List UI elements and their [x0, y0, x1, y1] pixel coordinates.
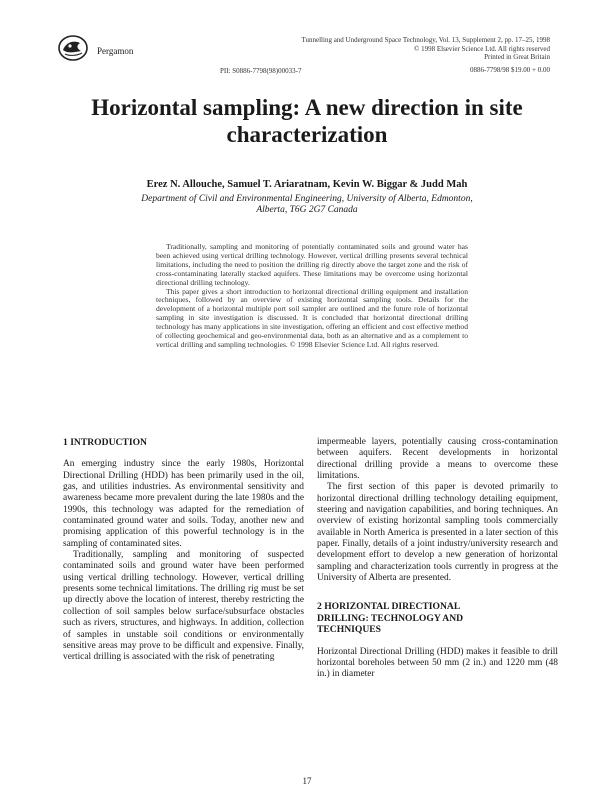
- heading-line: DRILLING: TECHNOLOGY AND: [317, 612, 464, 624]
- heading-line: TECHNIQUES: [317, 624, 381, 636]
- body-paragraph: impermeable layers, potentially causing cross-contamination between aquifers. Recent developments in horizontal directional drilling provide a means to overcome these limitations.: [317, 437, 558, 482]
- pii-code: PII: S0886-7798(98)00033-7: [220, 67, 302, 75]
- author-list: Erez N. Allouche, Samuel T. Ariaratnam, Kevin W. Biggar & Judd Mah: [146, 179, 468, 190]
- heading-line: 2 HORIZONTAL DIRECTIONAL: [317, 601, 461, 613]
- left-column: [63, 437, 304, 664]
- journal-line: Printed in Great Britain: [484, 53, 550, 62]
- body-paragraph: The first section of this paper is devoted primarily to horizontal directional drilling technology detailing equipment, steering and navigation capabilities, and boring techniques. An overview of existing horizontal sampling tools commercially available in North America is presented in a later section of this paper. Finally, details of a joint industry/university research and development effort to develop a new generation of horizontal sampling and characterization tools currently in progress at the University of Alberta are presented.: [317, 482, 558, 584]
- journal-line: © 1998 Elsevier Science Ltd. All rights reserved: [414, 44, 550, 53]
- section-heading: 1 INTRODUCTION: [63, 437, 147, 448]
- publisher-name: Pergamon: [97, 46, 134, 56]
- abstract-paragraph: Traditionally, sampling and monitoring of potentially contaminated soils and ground water has been achieved using vertical drilling technology. However, vertical drilling presents several technical limitations, including the need to position the drilling rig directly above the target zone and the risk of cross-contaminating laterally stacked aquifers. These limitations may be overcome using horizontal directional drilling technology.: [156, 242, 468, 287]
- affiliation: [30, 194, 584, 216]
- body-paragraph: Horizontal Directional Drilling (HDD) makes it feasible to drill horizontal boreholes between 50 mm (2 in.) and 1220 mm (48 in.) in diameter: [317, 646, 558, 680]
- body-paragraph: An emerging industry since the early 1980s, Horizontal Directional Drilling (HDD) has been primarily used in the oil, gas, and utilities industries. As environmental sensitivity and awareness became more prevalent during the late 1980s and the 1990s, this technology was adapted for the remediation of contaminated ground water and soils. Today, another new and promising application of this powerful technology is in the sampling of contaminated sites.: [63, 459, 304, 549]
- paper-title: [30, 94, 584, 148]
- journal-line: Tunnelling and Underground Space Technology, Vol. 13, Supplement 2, pp. 17–25, 1998: [301, 36, 550, 44]
- affiliation-line: Alberta, T6G 2G7 Canada: [256, 205, 358, 215]
- title-line: characterization: [226, 122, 388, 147]
- section-heading: [317, 601, 558, 635]
- issn-price: 0886-7798/98 $19.00 + 0.00: [470, 66, 550, 74]
- abstract: [156, 243, 468, 350]
- page-number: 17: [302, 776, 312, 786]
- publisher-logo-icon: [56, 34, 90, 62]
- affiliation-line: Department of Civil and Environmental Engineering, University of Alberta, Edmonton,: [141, 194, 473, 204]
- journal-citation: [301, 36, 550, 62]
- right-column: [317, 437, 558, 681]
- abstract-paragraph: This paper gives a short introduction to horizontal directional drilling equipment and installation techniques, followed by an overview of existing horizontal sampling tools. Details for the development of a horizontal multiple port soil sampler are outlined and the future role of horizontal sampling in site investigation is discussed. It is concluded that horizontal directional drilling technology has many applications in site investigation, offering an efficient and cost effective method of collecting geochemical and geo-environmental data, both as an alternative and as a complement to vertical drilling and sampling technologies. © 1998 Elsevier Science Ltd. All rights reserved.: [156, 286, 468, 349]
- title-line: Horizontal sampling: A new direction in site: [91, 95, 523, 120]
- body-paragraph: Traditionally, sampling and monitoring of suspected contaminated soils and ground water have been performed using vertical drilling technology. However, vertical drilling presents some technical limitations. The drilling rig must be set up directly above the location of interest, thereby restricting the collection of soil samples below surface/subsurface obstacles such as rivers, structures, and highways. In addition, collection of samples in unstable soil conditions or environmentally sensitive areas may prove to be difficult and expensive. Finally, vertical drilling is associated with the risk of penetrating: [63, 550, 304, 663]
